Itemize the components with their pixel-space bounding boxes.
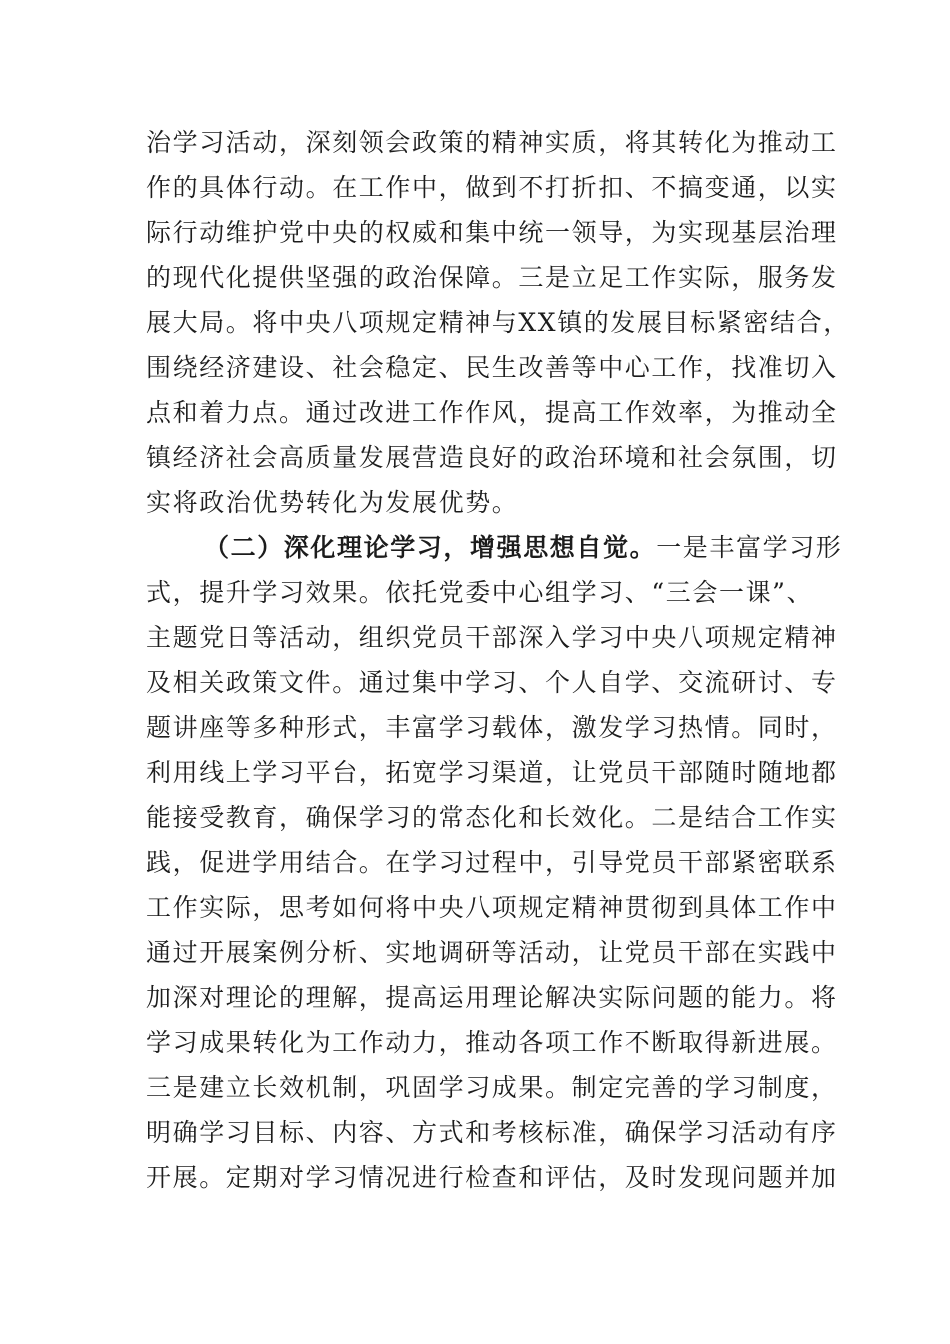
paragraph-first-line (146, 525, 843, 570)
text-line: 通过开展案例分析、实地调研等活动，让党员干部在实践中 (146, 938, 838, 967)
text-line: 镇经济社会高质量发展营造良好的政治环境和社会氛围，切 (146, 443, 838, 472)
heading-continuation: 一是丰富学习形 (656, 533, 843, 562)
text-line: 践，促进学用结合。在学习过程中，引导党员干部紧密联系 (146, 848, 838, 877)
text-line: 工作实际，思考如何将中央八项规定精神贯彻到具体工作中 (146, 893, 838, 922)
text-line: 围绕经济建设、社会稳定、民生改善等中心工作，找准切入 (146, 353, 838, 382)
text-line: 的现代化提供坚强的政治保障。三是立足工作实际，服务发 (146, 263, 838, 292)
text-line: 点和着力点。通过改进工作作风，提高工作效率，为推动全 (146, 398, 838, 427)
text-line: 开展。定期对学习情况进行检查和评估，及时发现问题并加 (146, 1163, 838, 1192)
paragraph-2 (146, 525, 843, 1200)
text-line: 及相关政策文件。通过集中学习、个人自学、交流研讨、专 (146, 668, 838, 697)
text-line: 实将政治优势转化为发展优势。 (146, 488, 519, 517)
text-line: 式，提升学习效果。依托党委中心组学习、“三会一课”、 (146, 578, 814, 607)
text-line: 加深对理论的理解，提高运用理论解决实际问题的能力。将 (146, 983, 838, 1012)
text-line: 能接受教育，确保学习的常态化和长效化。二是结合工作实 (146, 803, 838, 832)
text-line: 际行动维护党中央的权威和集中统一领导，为实现基层治理 (146, 218, 838, 247)
text-line: 明确学习目标、内容、方式和考核标准，确保学习活动有序 (146, 1118, 838, 1147)
text-line: 治学习活动，深刻领会政策的精神实质，将其转化为推动工 (146, 128, 838, 157)
paragraph-1 (146, 120, 850, 525)
text-line: 三是建立长效机制，巩固学习成果。制定完善的学习制度， (146, 1073, 838, 1102)
text-line: 利用线上学习平台，拓宽学习渠道，让党员干部随时随地都 (146, 758, 838, 787)
text-line: 作的具体行动。在工作中，做到不打折扣、不搞变通，以实 (146, 173, 838, 202)
section-heading: （二）深化理论学习，增强思想自觉。 (204, 533, 657, 562)
text-line: 题讲座等多种形式，丰富学习载体，激发学习热情。同时， (146, 713, 838, 742)
text-line: 学习成果转化为工作动力，推动各项工作不断取得新进展。 (146, 1028, 838, 1057)
text-line: 主题党日等活动，组织党员干部深入学习中央八项规定精神 (146, 623, 838, 652)
text-line: 展大局。将中央八项规定精神与XX镇的发展目标紧密结合， (146, 308, 850, 337)
document-body (146, 120, 850, 1200)
